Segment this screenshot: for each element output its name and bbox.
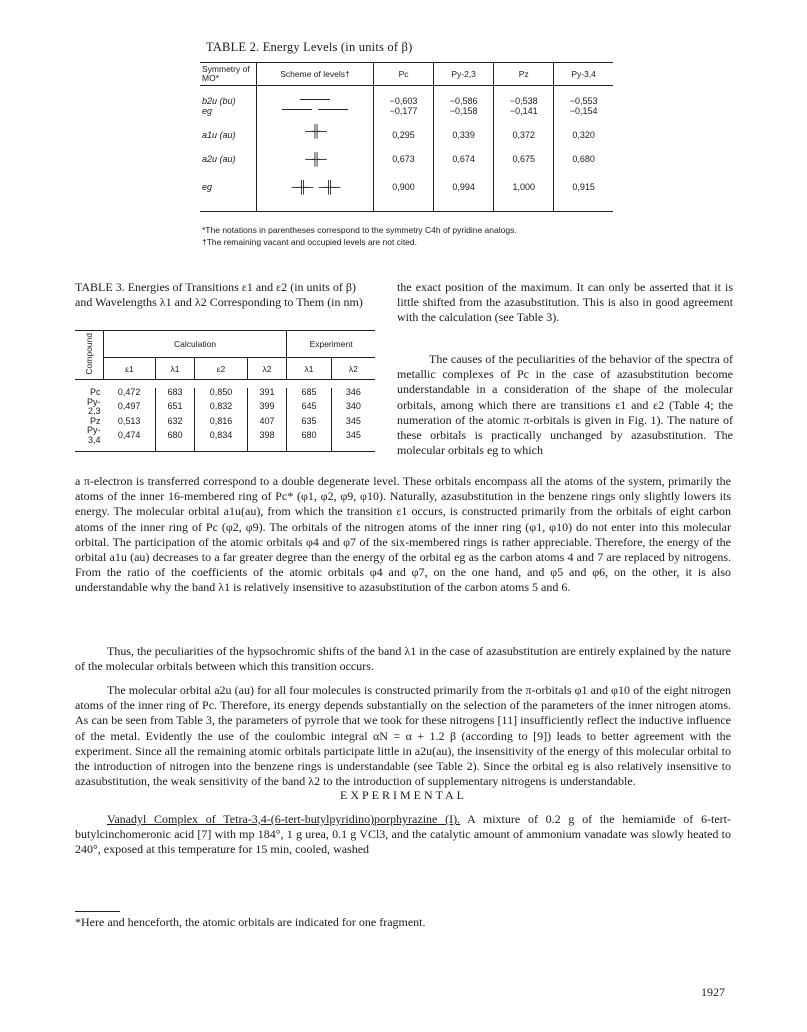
table3-cell: 0,472 <box>117 387 141 397</box>
table3-cell: 0,850 <box>195 388 248 398</box>
table3-cell: 346 <box>331 388 375 398</box>
table3-compound: Py-3,4 <box>75 426 104 452</box>
table-row <box>75 426 375 452</box>
table2-cell-value: 0,320 <box>554 124 613 148</box>
table2-header-py23: Py-2,3 <box>434 63 494 86</box>
table2-cell-scheme <box>257 174 374 212</box>
table-row <box>75 417 375 427</box>
table2-cell-value: −0,586 −0,158 <box>434 86 494 124</box>
level-line-icon <box>318 109 348 110</box>
table2-cell-value: 0,680 <box>554 148 613 174</box>
table2-cell-sym: b2u (bu) eg <box>202 96 236 116</box>
table2-header-pc: Pc <box>374 63 434 86</box>
table2-cell-value: −0,603 −0,177 <box>374 86 434 124</box>
table3-cell: 685 <box>287 388 332 398</box>
table2-cell-value: 0,994 <box>434 174 494 212</box>
table2-cell-value: 0,295 <box>374 124 434 148</box>
table2-cell-scheme <box>257 124 374 148</box>
table2-cell-sym: a2u (au) <box>202 153 236 164</box>
table3-subheader: λ2 <box>247 358 286 380</box>
table2-cell-value: −0,538 −0,141 <box>494 86 554 124</box>
table3-header-calculation: Calculation <box>104 331 287 358</box>
table2-cell-value: 1,000 <box>494 174 554 212</box>
electron-pair-icon: ─╫─ <box>291 179 312 194</box>
paragraph: The molecular orbital a2u (au) for all four molecules is constructed primarily from the π-orbitals φ1 and φ10 of the eight nitrogen atoms of the inner ring of Pc. Therefore, its energy depends substantially on the selection of the parameters of the inner nitrogen atoms. As can be seen from Table 3, the parameters of pyrrole that we took for these nitrogens [11] insufficiently reflect the inductive influence of the metal. Evidently the use of the coulombic integral αN = α + 1.2 β (according to [9]) leads to better agreement with the experiment. Since all the remaining atomic orbitals participate little in a2u(au), the insensitivity of the energy of this molecular orbital to the introduction of nitrogen into the benzene rings is understandable (see Table 2). Since the orbital eg is also relatively insensitive to azasubstitution, the weak sensitivity of the band λ2 to the introduction of supplementary nitrogens is understandable. <box>75 683 731 789</box>
table3-subheader: λ2 <box>331 358 375 380</box>
table3-cell: 398 <box>247 426 286 452</box>
table3-cell: 0,834 <box>195 426 248 452</box>
table3-cell: 635 <box>287 417 332 427</box>
table3-cell: 0,513 <box>117 415 141 426</box>
table2-notes <box>202 224 517 248</box>
table2-cell-scheme <box>257 86 374 124</box>
paragraph: the exact position of the maximum. It can only be asserted that it is little shifted from the azasubstitution. This is also in good agreement with the calculation (see Table 3). <box>397 280 733 325</box>
table2-cell-value: 0,673 <box>374 148 434 174</box>
paragraph: a π-electron is transferred correspond to a double degenerate level. These orbitals encompass all the atoms of the system, primarily the atoms of the inner 16-membered ring of Pc* (φ1, φ2, φ9, φ10). Naturally, azasubstitution in the benzene rings only slightly lowers its energy. The molecular orbital a1u(au), from which the transition ε1 occurs, is constructed primarily from the orbitals of eight carbon atoms of the inner ring of Pc (φ2, φ9). The orbitals of the nitrogen atoms of the inner ring (φ1, φ10) do not enter into this molecular orbital. The participation of the atomic orbitals φ4 and φ7 of the six-membered rings is rather appreciable. Therefore, the energy of the orbital a1u (au) decreases to a far greater degree than the energy of the orbital eg as the carbon atoms 4 and 7 are replaced by nitrogens. From the ratio of the coefficients of the atomic orbitals φ4 and φ7, on the one hand, and φ5 and φ6, on the other, it is also understandable why the band λ1 is relatively insensitive to azasubstitution of the carbon atoms 5 and 6. <box>75 474 731 595</box>
table3-cell: 0,816 <box>195 417 248 427</box>
table3-compound: Py-2,3 <box>87 396 101 416</box>
table3-cell: 399 <box>247 398 286 417</box>
electron-pair-icon: ─╫─ <box>305 123 325 138</box>
footnote-divider <box>75 911 120 912</box>
level-line-icon <box>282 109 312 110</box>
paragraph-text: A mixture of 0.2 g of the hemiamide of 6-tert-butylcinchomeronic acid [7] with mp 184°, 1 g urea, 0.1 g VCl3, and the catalytic amount of ammonium vanadate was slowly heated to 240°, exposed at this temperature for 15 min, cooled, washed <box>75 812 731 857</box>
table2-title: TABLE 2. Energy Levels (in units of β) <box>206 40 413 54</box>
footnote: *Here and henceforth, the atomic orbitals are indicated for one fragment. <box>75 915 426 929</box>
table3-cell: 407 <box>247 417 286 427</box>
table3-cell: 680 <box>287 426 332 452</box>
table2-cell-value: 0,900 <box>374 174 434 212</box>
table3-cell: 391 <box>247 388 286 398</box>
table2-cell-value: 0,372 <box>494 124 554 148</box>
table3-subheader: ε2 <box>195 358 248 380</box>
electron-pair-icon: ─╫─ <box>318 179 339 194</box>
electron-pair-icon: ─╫─ <box>305 151 325 166</box>
table3-cell: 683 <box>155 388 194 398</box>
table3-subheader: λ1 <box>287 358 332 380</box>
table3-compound: Pz <box>89 415 101 426</box>
page-number: 1927 <box>701 985 725 999</box>
level-line-icon <box>300 99 330 100</box>
table2-note: *The notations in parentheses correspond to the symmetry C4h of pyridine analogs. <box>202 225 517 235</box>
table2-cell-value: 0,674 <box>434 148 494 174</box>
table3-cell: 0,497 <box>117 401 141 412</box>
table3-cell: 632 <box>155 417 194 427</box>
table2-cell-value: 0,915 <box>554 174 613 212</box>
table2-header-pz: Pz <box>494 63 554 86</box>
table3-cell: 645 <box>287 398 332 417</box>
paragraph: Thus, the peculiarities of the hypsochromic shifts of the band λ1 in the case of azasubstitution are entirely explained by the nature of the molecular orbitals between which this transition occurs. <box>75 644 731 674</box>
table3-cell: 345 <box>331 426 375 452</box>
table2-header-symmetry: Symmetry of MO* <box>200 63 257 86</box>
table3-cell: 345 <box>331 417 375 427</box>
table3-header-compound: Compound <box>75 331 104 380</box>
table2-cell-value: 0,675 <box>494 148 554 174</box>
table3-header-experiment: Experiment <box>287 331 375 358</box>
table-row <box>75 388 375 398</box>
table3-title: TABLE 3. Energies of Transitions ε1 and ε2 (in units of β) and Wavelengths λ1 and λ2 Corresponding to Them (in nm) <box>75 280 363 309</box>
compound-title: Vanadyl Complex of Tetra-3,4-(6-tert-butylpyridino)porphyrazine (I). <box>107 812 461 826</box>
table2-header-py34: Py-3,4 <box>554 63 613 86</box>
table2-cell-sym: eg <box>200 174 257 212</box>
table2-note: †The remaining vacant and occupied levels are not cited. <box>202 237 417 247</box>
table3-compound: Pc <box>89 387 101 397</box>
table3 <box>75 330 375 452</box>
table3-subheader: λ1 <box>155 358 194 380</box>
table2-cell-scheme <box>257 148 374 174</box>
paragraph <box>75 812 731 858</box>
table2 <box>200 62 613 212</box>
table2-cell-sym: a1u (au) <box>202 129 236 140</box>
table3-subheader: ε1 <box>104 358 156 380</box>
table3-cell: 680 <box>155 426 194 452</box>
table-row <box>75 398 375 417</box>
table2-cell-value: −0,553 −0,154 <box>554 86 613 124</box>
paragraph: The causes of the peculiarities of the behavior of the spectra of metallic complexes of Pc in the case of azasubstitution become understandable in a consideration of the shape of the molecular orbitals, among which there are transitions ε1 and ε2 (Table 4; the numeration of the atomic π-orbitals is given in Fig. 1). The nature of these orbitals is practically unchanged by azasubstitution. The molecular orbitals eg to which <box>397 352 733 458</box>
section-heading: EXPERIMENTAL <box>339 788 468 802</box>
table3-cell: 340 <box>331 398 375 417</box>
table2-cell-value: 0,339 <box>434 124 494 148</box>
table3-cell: 651 <box>155 398 194 417</box>
table3-cell: 0,474 <box>104 426 156 452</box>
table2-header-scheme: Scheme of levels† <box>257 63 374 86</box>
table3-cell: 0,832 <box>195 398 248 417</box>
